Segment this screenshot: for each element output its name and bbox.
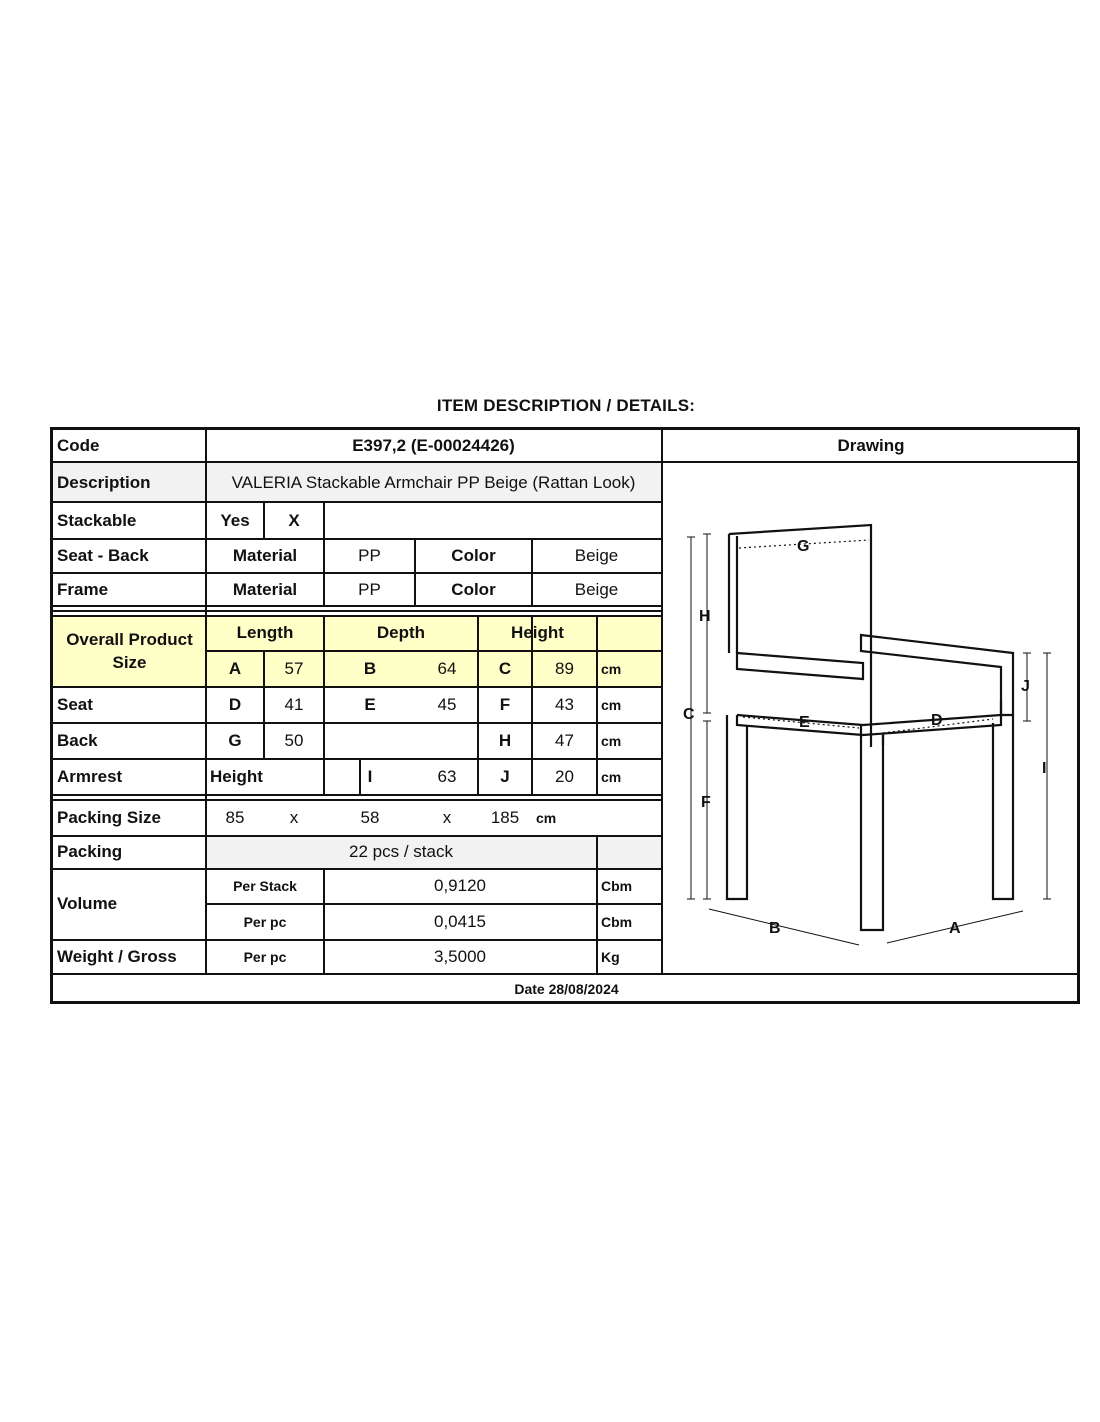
weight-value: 3,5000	[434, 946, 486, 966]
date-footer: Date 28/08/2024	[514, 981, 619, 997]
drawing-letter-h: H	[699, 608, 711, 625]
left-armrest	[737, 653, 863, 679]
center-front-leg	[861, 725, 883, 930]
overall-unit: cm	[601, 660, 622, 677]
rule	[53, 610, 661, 612]
drawing-letter-f: F	[701, 794, 711, 811]
drawing-letter-d: D	[931, 712, 943, 729]
frame-label: Frame	[57, 579, 109, 599]
stackable-yes: Yes	[220, 510, 250, 530]
depth-label: Depth	[376, 623, 426, 642]
packing-x-1: x	[289, 807, 299, 827]
armrest-label: Armrest	[57, 766, 123, 786]
dim-c-value: 89	[555, 658, 574, 678]
dim-i-value: 63	[437, 766, 457, 786]
dim-c-letter: C	[498, 658, 512, 678]
dim-e-letter: E	[364, 694, 376, 714]
stackable-mark: X	[288, 510, 300, 530]
frame-color-label: Color	[451, 579, 496, 599]
volume-unit-pc: Cbm	[601, 913, 633, 930]
packing-size-unit: cm	[536, 809, 557, 826]
dim-d-letter: D	[228, 694, 242, 714]
dim-b-letter: B	[363, 658, 377, 678]
frame-material: PP	[358, 579, 381, 599]
description-label: Description	[57, 472, 151, 492]
packing-value: 22 pcs / stack	[349, 842, 453, 861]
drawing-letter-c: C	[683, 706, 695, 723]
dim-b-value: 64	[437, 658, 457, 678]
dim-a-value: 57	[284, 658, 304, 678]
rule	[53, 794, 661, 796]
left-front-leg	[727, 715, 747, 899]
drawing-letter-g: G	[797, 538, 810, 555]
frame-material-label: Material	[232, 579, 298, 599]
dim-h-letter: H	[498, 730, 512, 750]
packing-size-label: Packing Size	[57, 807, 161, 827]
right-leg	[993, 715, 1013, 899]
seat-back-material: PP	[358, 546, 381, 565]
dim-i-letter: I	[367, 766, 373, 786]
dim-e-value: 45	[437, 694, 457, 714]
packing-height: 185	[490, 807, 520, 827]
dim-f-value: 43	[555, 694, 574, 714]
code-label: Code	[57, 436, 100, 455]
drawing-header: Drawing	[837, 436, 905, 455]
description-value: VALERIA Stackable Armchair PP Beige (Rattan Look)	[231, 472, 636, 492]
weight-label: Weight / Gross	[57, 946, 177, 966]
seat-label: Seat	[57, 694, 93, 714]
drawing-letter-b: B	[769, 920, 781, 937]
armrest-height-label: Height	[210, 766, 263, 786]
back-unit: cm	[601, 732, 622, 749]
stackable-label: Stackable	[57, 510, 137, 530]
overall-size-label: Overall Product Size	[66, 630, 193, 672]
seat-unit: cm	[601, 696, 622, 713]
seat-back-color: Beige	[574, 546, 619, 565]
back-label: Back	[57, 730, 98, 750]
armrest-unit: cm	[601, 768, 622, 785]
volume-per-stack-label: Per Stack	[233, 878, 297, 894]
weight-unit: Kg	[601, 948, 620, 965]
volume-per-pc: 0,0415	[434, 911, 486, 931]
right-armrest	[861, 635, 1013, 715]
height-label: Height	[511, 623, 564, 642]
dim-g-value: 50	[284, 730, 304, 750]
packing-width: 58	[360, 807, 380, 827]
weight-per-pc-label: Per pc	[243, 948, 287, 965]
drawing-letter-j: J	[1021, 678, 1030, 695]
volume-unit-stack: Cbm	[601, 878, 633, 894]
packing-label: Packing	[57, 842, 123, 861]
dim-g-letter: G	[228, 730, 242, 750]
volume-per-stack: 0,9120	[434, 876, 486, 895]
drawing-letter-a: A	[949, 920, 961, 937]
dim-f-letter: F	[499, 694, 511, 714]
frame-color: Beige	[574, 579, 619, 599]
volume-per-pc-label: Per pc	[243, 913, 287, 930]
volume-label: Volume	[57, 894, 118, 913]
dim-j-value: 20	[555, 766, 574, 786]
packing-length: 85	[225, 807, 245, 827]
packing-x-2: x	[442, 807, 452, 827]
drawing-letter-i: I	[1042, 760, 1047, 777]
page-title: ITEM DESCRIPTION / DETAILS:	[436, 396, 696, 415]
spec-sheet	[50, 427, 1080, 1004]
dim-j-letter: J	[500, 766, 510, 786]
seat-back-material-label: Material	[232, 546, 298, 565]
seat-back-label: Seat - Back	[57, 546, 149, 565]
dim-h-value: 47	[555, 730, 574, 750]
dim-a-letter: A	[228, 658, 242, 678]
drawing-letter-e: E	[799, 714, 810, 731]
chair-drawing	[663, 463, 1080, 973]
dim-d-value: 41	[284, 694, 304, 714]
length-label: Length	[236, 623, 294, 642]
seat-back-color-label: Color	[451, 546, 496, 565]
code-value: E397,2 (E-00024426)	[352, 436, 515, 455]
